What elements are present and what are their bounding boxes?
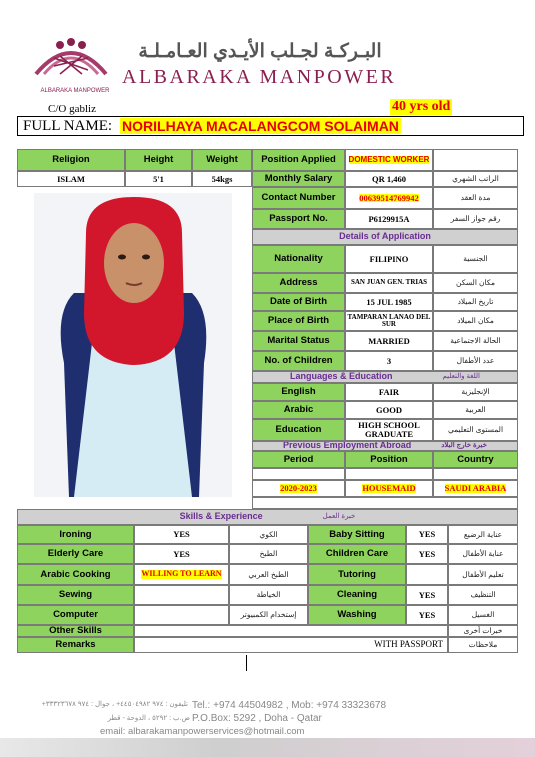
nationality-arabic: الجنسية bbox=[433, 245, 518, 273]
other-skills-arabic: خبرات أخرى bbox=[448, 625, 518, 637]
company-arabic-name: البـركـة لجـلب الأيـدي العـامـلـة bbox=[138, 41, 382, 62]
marital-arabic: الحالة الاجتماعية bbox=[433, 331, 518, 351]
photo-header-blank bbox=[433, 149, 518, 171]
english-value: FAIR bbox=[345, 383, 433, 401]
skill-label: Children Care bbox=[308, 544, 406, 564]
details-title: Details of Application bbox=[252, 229, 518, 245]
position-applied-value: DOMESTIC WORKER bbox=[345, 149, 433, 171]
remarks-arabic: ملاحظات bbox=[448, 637, 518, 653]
children-value: 3 bbox=[345, 351, 433, 371]
footer-stripe bbox=[0, 738, 535, 757]
position-header: Position bbox=[345, 451, 433, 468]
religion-header: Religion bbox=[17, 149, 125, 171]
employment-blank-position bbox=[345, 468, 433, 480]
english-arabic: الإنجليزية bbox=[433, 383, 518, 401]
nationality-value: FILIPINO bbox=[345, 245, 433, 273]
skill-arabic: تعليم الأطفال bbox=[448, 564, 518, 585]
address-label: Address bbox=[252, 273, 345, 293]
contact-number-value: 00639514769942 bbox=[345, 187, 433, 209]
pob-value: TAMPARAN LANAO DEL SUR bbox=[345, 311, 433, 331]
pob-label: Place of Birth bbox=[252, 311, 345, 331]
monthly-salary-value: QR 1,460 bbox=[345, 171, 433, 187]
nationality-label: Nationality bbox=[252, 245, 345, 273]
full-name-value: NORILHAYA MACALANGCOM SOLAIMAN bbox=[122, 118, 399, 134]
skill-label: Cleaning bbox=[308, 585, 406, 605]
height-header: Height bbox=[125, 149, 192, 171]
skill-arabic: عناية الأطفال bbox=[448, 544, 518, 564]
skill-label: Arabic Cooking bbox=[17, 564, 134, 585]
company-name: ALBARAKA MANPOWER bbox=[122, 66, 397, 88]
other-skills-label: Other Skills bbox=[17, 625, 134, 637]
skill-label: Sewing bbox=[17, 585, 134, 605]
full-name-box bbox=[17, 116, 524, 136]
remarks-label: Remarks bbox=[17, 637, 134, 653]
skill-arabic: الغسيل bbox=[448, 605, 518, 625]
skill-label: Elderly Care bbox=[17, 544, 134, 564]
country-header: Country bbox=[433, 451, 518, 468]
contact-number-arabic: مدة العقد bbox=[433, 187, 518, 209]
skill-value bbox=[134, 605, 229, 625]
skill-value: YES bbox=[406, 525, 448, 544]
employment-period: 2020-2023 bbox=[252, 480, 345, 497]
skill-label: Baby Sitting bbox=[308, 525, 406, 544]
skill-value: WILLING TO LEARN bbox=[134, 564, 229, 585]
weight-value: 54kgs bbox=[192, 171, 252, 187]
remarks-value: WITH PASSPORT bbox=[134, 637, 448, 653]
company-logo bbox=[30, 30, 112, 92]
arabic-value: GOOD bbox=[345, 401, 433, 419]
skill-arabic: الكوي bbox=[229, 525, 308, 544]
skill-label: Ironing bbox=[17, 525, 134, 544]
children-label: No. of Children bbox=[252, 351, 345, 371]
position-applied-label: Position Applied bbox=[252, 149, 345, 171]
skill-value bbox=[134, 585, 229, 605]
religion-value: ISLAM bbox=[17, 171, 125, 187]
footer-pobox: P.O.Box: 5292 , Doha - Qatar bbox=[192, 713, 322, 724]
languages-title: Languages & Education اللغة والتعليم bbox=[252, 371, 518, 383]
full-name-label: FULL NAME: bbox=[23, 117, 113, 134]
skill-value: YES bbox=[406, 585, 448, 605]
employment-blank-country bbox=[433, 468, 518, 480]
employment-blank-period bbox=[252, 468, 345, 480]
children-arabic: عدد الأطفال bbox=[433, 351, 518, 371]
dob-value: 15 JUL 1985 bbox=[345, 293, 433, 311]
contact-number-label: Contact Number bbox=[252, 187, 345, 209]
employment-title: Previous Employment Abroad خبرة خارج البلاد bbox=[252, 441, 518, 451]
employment-spacer bbox=[252, 497, 518, 509]
employment-position: HOUSEMAID bbox=[345, 480, 433, 497]
other-skills-value bbox=[134, 625, 448, 637]
skill-value: YES bbox=[134, 525, 229, 544]
passport-value: P6129915A bbox=[345, 209, 433, 229]
footer-tel: Tel.: +974 44504982 , Mob: +974 33323678 bbox=[192, 700, 387, 711]
address-value: SAN JUAN GEN. TRIAS bbox=[345, 273, 433, 293]
arabic-arabic: العربية bbox=[433, 401, 518, 419]
english-label: English bbox=[252, 383, 345, 401]
education-arabic: المستوى التعليمي bbox=[433, 419, 518, 441]
co-text: C/O gabliz bbox=[48, 103, 96, 115]
footer-pobox-arabic: ص.ب : ٥٢٩٢ ، الدوحة - قطر bbox=[107, 715, 190, 722]
footer-tel-arabic: تليفون : ٩٧٤ ٤٤٥٠٤٩٨٢+ ، جوال : ٩٧٤ ٣٣٣٢٣٦٧٨+ bbox=[41, 701, 188, 708]
skill-arabic: الخياطة bbox=[229, 585, 308, 605]
education-label: Education bbox=[252, 419, 345, 441]
period-header: Period bbox=[252, 451, 345, 468]
skill-arabic: عناية الرضيع bbox=[448, 525, 518, 544]
height-value: 5'1 bbox=[125, 171, 192, 187]
skill-arabic: التنظيف bbox=[448, 585, 518, 605]
cursor-line bbox=[246, 655, 247, 671]
skill-arabic: الطبخ bbox=[229, 544, 308, 564]
logo-caption: ALBARAKA MANPOWER bbox=[40, 88, 110, 94]
skill-value bbox=[406, 564, 448, 585]
skill-value: YES bbox=[406, 544, 448, 564]
footer-email: email: albarakamanpowerservices@hotmail.com bbox=[100, 726, 305, 737]
weight-header: Weight bbox=[192, 149, 252, 171]
pob-arabic: مكان الميلاد bbox=[433, 311, 518, 331]
address-arabic: مكان السكن bbox=[433, 273, 518, 293]
marital-value: MARRIED bbox=[345, 331, 433, 351]
skill-label: Washing bbox=[308, 605, 406, 625]
applicant-photo bbox=[34, 193, 232, 497]
passport-label: Passport No. bbox=[252, 209, 345, 229]
dob-arabic: تاريخ الميلاد bbox=[433, 293, 518, 311]
marital-label: Marital Status bbox=[252, 331, 345, 351]
dob-label: Date of Birth bbox=[252, 293, 345, 311]
monthly-salary-arabic: الراتب الشهري bbox=[433, 171, 518, 187]
skill-arabic: الطبخ العربي bbox=[229, 564, 308, 585]
skills-title: Skills & Experience خبرة العمل bbox=[17, 509, 518, 525]
skill-arabic: إستخدام الكمبيوتر bbox=[229, 605, 308, 625]
skill-label: Computer bbox=[17, 605, 134, 625]
skill-label: Tutoring bbox=[308, 564, 406, 585]
skill-value: YES bbox=[134, 544, 229, 564]
arabic-label: Arabic bbox=[252, 401, 345, 419]
passport-arabic: رقم جواز السفر bbox=[433, 209, 518, 229]
employment-country: SAUDI ARABIA bbox=[433, 480, 518, 497]
monthly-salary-label: Monthly Salary bbox=[252, 171, 345, 187]
age-badge: 40 yrs old bbox=[392, 99, 451, 114]
skill-value: YES bbox=[406, 605, 448, 625]
education-value: HIGH SCHOOL GRADUATE bbox=[345, 419, 433, 441]
